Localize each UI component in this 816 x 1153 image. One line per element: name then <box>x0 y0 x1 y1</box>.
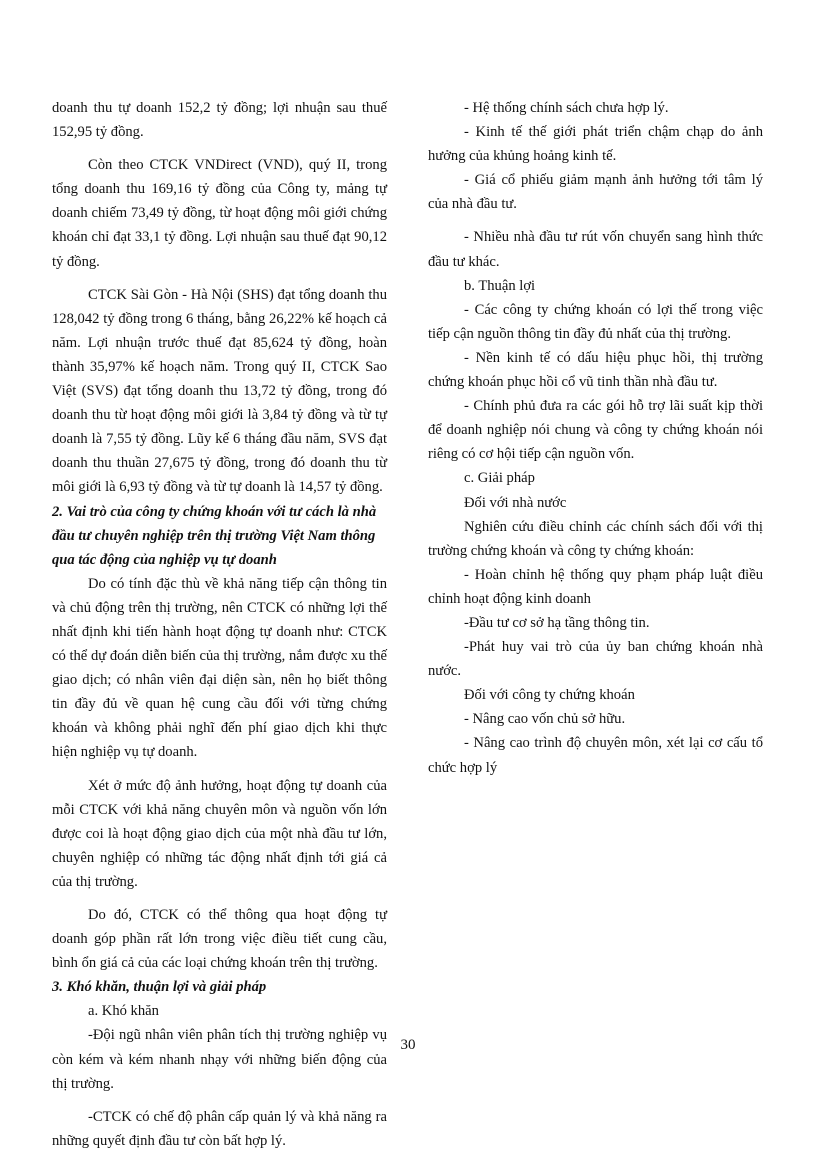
list-item: - Nâng cao trình độ chuyên môn, xét lại cơ cấu tổ chức hợp lý <box>428 735 763 776</box>
list-item: - Nâng cao vốn chủ sở hữu. <box>464 711 626 728</box>
list-item: - Hệ thống chính sách chưa hợp lý. <box>464 100 669 116</box>
paragraph: Xét ở mức độ ảnh hưởng, hoạt động tự doanh của mỗi CTCK với khả năng chuyên môn và nguồn vốn lớn được coi là hoạt động giao dịch của một nhà đầu tư lớn, chuyên nghiệp có những tác động nhất định tới giá cả của thị trường. <box>52 777 387 890</box>
list-item: - Nền kinh tế có dấu hiệu phục hồi, thị trường chứng khoán phục hồi cổ vũ tinh thần nhà đầu tư. <box>428 349 763 391</box>
list-item: - Các công ty chứng khoán có lợi thế trong việc tiếp cận nguồn thông tin đầy đủ nhất của thị trường. <box>428 301 763 342</box>
left-column <box>52 96 387 1153</box>
paragraph: Nghiên cứu điều chỉnh các chính sách đối với thị trường chứng khoán và công ty chứng khoán: <box>428 518 763 559</box>
list-item: - Giá cổ phiếu giảm mạnh ảnh hưởng tới tâm lý của nhà đầu tư. <box>428 172 763 213</box>
subheading: a. Khó khăn <box>88 1003 159 1020</box>
paragraph: doanh thu tự doanh 152,2 tỷ đồng; lợi nhuận sau thuế 152,95 tỷ đồng. <box>52 100 387 141</box>
paragraph: Còn theo CTCK VNDirect (VND), quý II, trong tổng doanh thu 169,16 tỷ đồng của Công ty, mảng tự doanh chiếm 73,49 tỷ đồng, từ hoạt động môi giới chứng khoán chỉ đạt 33,1 tỷ đồng. Lợi nhuận sau thuế đạt 90,12 tỷ đồng. <box>52 157 387 270</box>
list-item: - Hoàn chỉnh hệ thống quy phạm pháp luật điều chỉnh hoạt động kinh doanh <box>428 566 763 607</box>
right-column <box>428 96 763 780</box>
list-item: -Đầu tư cơ sở hạ tầng thông tin. <box>464 614 650 631</box>
subheading: Đối với nhà nước <box>464 494 567 511</box>
list-item: - Kinh tế thế giới phát triển chậm chạp do ảnh hưởng của khủng hoảng kinh tế. <box>428 124 763 165</box>
subheading: b. Thuận lợi <box>464 277 536 294</box>
paragraph: Do có tính đặc thù về khả năng tiếp cận thông tin và chủ động trên thị trường, nên CTCK có những lợi thế nhất định khi tiến hành hoạt động tự doanh như: CTCK có thể dự đoán diễn biến của thị trường, nắm được xu thế giao dịch; có nhân viên đại diện sàn, nên họ biết thông tin đầy đủ về quan hệ cung cầu đối với từng chứng khoán và không phải nghĩ đến phí giao dịch khi thực hiện nghiệp vụ tự doanh. <box>52 575 387 761</box>
list-item: - Nhiều nhà đầu tư rút vốn chuyển sang hình thức đầu tư khác. <box>428 229 763 270</box>
list-item: - Chính phủ đưa ra các gói hỗ trợ lãi suất kịp thời để doanh nghiệp nói chung và công ty chứng khoán nói riêng có cơ hội tiếp cận nguồn vốn. <box>428 398 763 463</box>
section-heading: 2. Vai trò của công ty chứng khoán với tư cách là nhà đầu tư chuyên nghiệp trên thị trường Việt Nam thông qua tác động của nghiệp vụ tự doanh <box>52 503 377 568</box>
list-item: -Đội ngũ nhân viên phân tích thị trường nghiệp vụ còn kém và kém nhanh nhạy với những biến động của thị trường. <box>52 1027 387 1092</box>
page-number: 30 <box>400 1037 416 1053</box>
subheading: Đối với công ty chứng khoán <box>464 687 635 704</box>
section-heading: 3. Khó khăn, thuận lợi và giải pháp <box>52 979 267 996</box>
paragraph: CTCK Sài Gòn - Hà Nội (SHS) đạt tổng doanh thu 128,042 tỷ đồng trong 6 tháng, bằng 26,22% kế hoạch cả năm. Lợi nhuận trước thuế đạt 85,624 tỷ đồng, hoàn thành 35,97% kế hoạch năm. Trong quý II, CTCK Sao Việt (SVS) đạt tổng doanh thu 13,72 tỷ đồng, trong đó doanh thu từ hoạt động môi giới là 3,84 tỷ đồng và từ tự doanh là 7,55 tỷ đồng. Lũy kế 6 tháng đầu năm, SVS đạt doanh thu thuần 27,675 tỷ đồng, trong đó doanh thu từ môi giới là 6,93 tỷ đồng và từ tự doanh là 14,57 tỷ đồng. <box>52 286 387 496</box>
list-item: -CTCK có chế độ phân cấp quản lý và khả năng ra những quyết định đầu tư còn bất hợp lý. <box>52 1108 387 1149</box>
paragraph: Do đó, CTCK có thể thông qua hoạt động tự doanh góp phần rất lớn trong việc điều tiết cung cầu, bình ổn giá cả của các loại chứng khoán trên thị trường. <box>52 907 387 972</box>
subheading: c. Giải pháp <box>464 470 535 487</box>
list-item: -Phát huy vai trò của ủy ban chứng khoán nhà nước. <box>428 639 763 680</box>
